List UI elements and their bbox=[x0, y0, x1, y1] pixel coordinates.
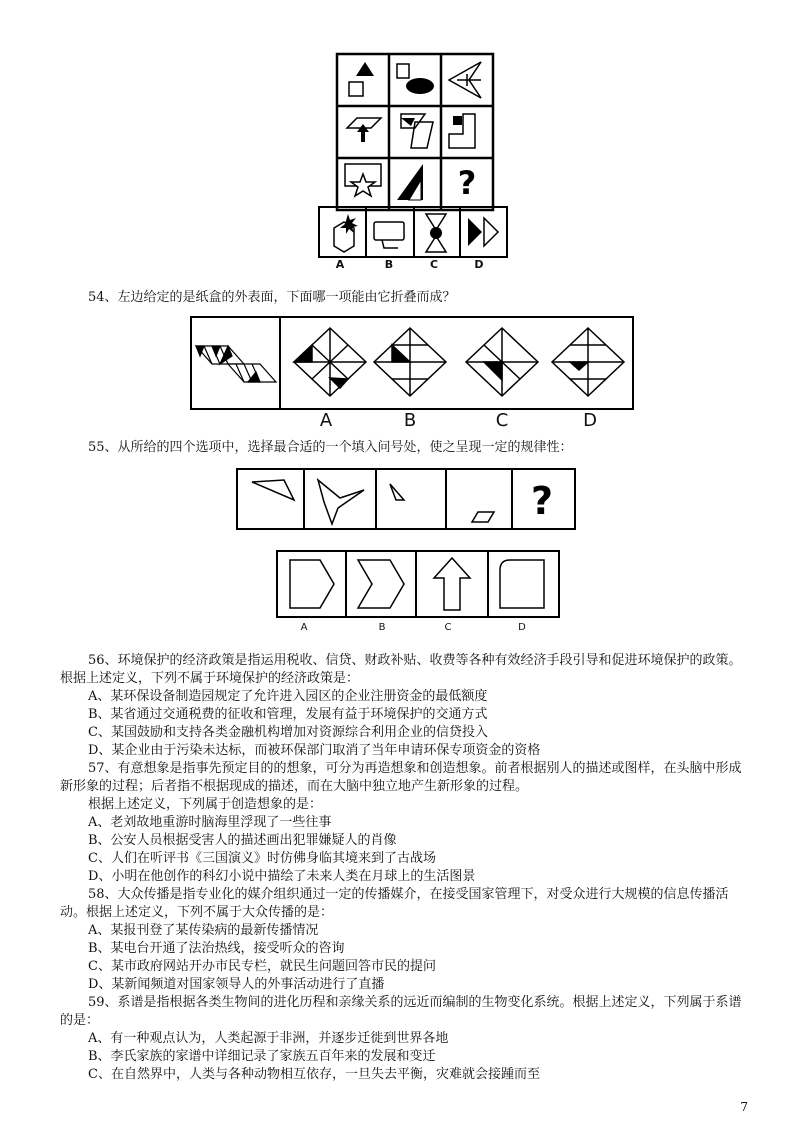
question-59-stem: 59、系谱是指根据各类生物间的进化历程和亲缘关系的远近而编制的生物变化系统。根据上述定义，下列属于系谱的是： bbox=[60, 995, 742, 1028]
option-a-pentagon bbox=[290, 560, 334, 608]
q59-option-c: C、在自然界中，人类与各种动物相互依存，一旦失去平衡，灾难就会接踵而至 bbox=[88, 1067, 540, 1082]
option-d-shape bbox=[468, 218, 498, 246]
unfolded-net bbox=[196, 346, 276, 382]
cell-rectangle-star bbox=[345, 164, 381, 196]
q58-option-a: A、某报刊登了某传染病的最新传播情况 bbox=[88, 923, 319, 938]
fig53-option-label-b: B bbox=[384, 258, 394, 271]
figure-53-options bbox=[318, 206, 508, 258]
q57-option-b: B、公安人员根据受害人的描述画出犯罪嫌疑人的肖像 bbox=[88, 833, 397, 848]
q58-option-d: D、某新闻频道对国家领导人的外事活动进行了直播 bbox=[88, 977, 385, 992]
q58-option-c: C、某市政府网站开办市民专栏，就民生问题回答市民的提问 bbox=[88, 959, 436, 974]
sequence-shape-2 bbox=[318, 480, 364, 524]
fig53-option-label-d: D bbox=[474, 258, 484, 271]
q57-option-a: A、老刘故地重游时脑海里浮现了一些往事 bbox=[88, 815, 332, 830]
option-b-chevron bbox=[358, 560, 404, 608]
cell-square-ellipse bbox=[397, 64, 434, 94]
q54-option-label-b: B bbox=[403, 410, 417, 431]
q59-option-b: B、李氏家族的家谱中详细记录了家族五百年来的发展和变迁 bbox=[88, 1049, 436, 1064]
q54-option-label-c: C bbox=[495, 410, 509, 431]
cube-option-c bbox=[466, 328, 538, 396]
question-55-text: 55、从所给的四个选项中，选择最合适的一个填入问号处，使之呈现一定的规律性： bbox=[88, 440, 573, 455]
cell-l-shape bbox=[449, 114, 475, 148]
option-a-shape bbox=[334, 214, 358, 252]
q55-option-label-c: C bbox=[444, 622, 452, 633]
cube-option-a bbox=[294, 328, 366, 396]
q57-option-c: C、人们在听评书《三国演义》时仿佛身临其境来到了古战场 bbox=[88, 851, 436, 866]
q54-option-label-a: A bbox=[319, 410, 333, 431]
cube-option-d bbox=[552, 328, 624, 396]
fig53-option-label-c: C bbox=[429, 258, 439, 271]
sequence-shape-1 bbox=[252, 480, 294, 500]
cell-arrow-shape bbox=[449, 62, 481, 98]
q56-option-b: B、某省通过交通税费的征收和管理，发展有益于环境保护的交通方式 bbox=[88, 707, 488, 722]
cell-parallelogram-arrow bbox=[347, 118, 381, 142]
cell-triangle-square bbox=[349, 62, 374, 96]
figure-53-grid bbox=[335, 52, 495, 212]
q55-option-label-b: B bbox=[378, 622, 386, 633]
cube-option-b bbox=[374, 328, 446, 396]
option-d-rounded-square bbox=[500, 560, 544, 608]
figure-55-sequence bbox=[236, 468, 576, 530]
q56-option-d: D、某企业由于污染未达标，而被环保部门取消了当年申请环保专项资金的资格 bbox=[88, 743, 541, 758]
question-58-stem: 58、大众传播是指专业化的媒介组织通过一定的传播媒介，在接受国家管理下，对受众进行大规模的信息传播活动。根据上述定义，下列不属于大众传播的是： bbox=[60, 887, 729, 920]
question-mark-55: ? bbox=[530, 479, 554, 523]
question-57-prompt: 根据上述定义，下列属于创造想象的是： bbox=[88, 797, 323, 812]
q54-option-label-d: D bbox=[583, 410, 597, 431]
sequence-shape-3 bbox=[390, 484, 404, 500]
q55-option-label-d: D bbox=[518, 622, 526, 633]
figure-55-options bbox=[276, 550, 560, 618]
sequence-shape-4 bbox=[472, 512, 494, 522]
question-57-stem: 57、有意想象是指事先预定目的的想象，可分为再造想象和创造想象。前者根据别人的描述或图样，在头脑中形成新形象的过程；后者指不根据现成的描述，而在大脑中独立地产生新形象的过程。 bbox=[60, 761, 742, 794]
q59-option-a: A、有一种观点认为，人类起源于非洲，并逐步迁徙到世界各地 bbox=[88, 1031, 449, 1046]
q56-option-a: A、某环保设备制造园规定了允许进入园区的企业注册资金的最低额度 bbox=[88, 689, 488, 704]
q56-option-c: C、某国鼓励和支持各类金融机构增加对资源综合利用企业的信贷投入 bbox=[88, 725, 488, 740]
figure-54 bbox=[190, 316, 634, 410]
q55-option-label-a: A bbox=[300, 622, 308, 633]
cell-square-triangle bbox=[401, 114, 433, 148]
question-mark: ? bbox=[457, 164, 477, 202]
question-54-text: 54、左边给定的是纸盒的外表面，下面哪一项能由它折叠而成？ bbox=[88, 290, 456, 305]
option-b-shape bbox=[374, 222, 404, 248]
fig53-option-label-a: A bbox=[335, 258, 345, 271]
cell-triangles bbox=[397, 164, 423, 200]
question-56-stem: 56、环境保护的经济政策是指运用税收、信贷、财政补贴、收费等各种有效经济手段引导和促进环境保护的政策。根据上述定义，下列不属于环境保护的经济政策是： bbox=[60, 653, 742, 686]
page-number: 7 bbox=[740, 1100, 748, 1114]
option-c-shape bbox=[426, 214, 446, 252]
q57-option-d: D、小明在他创作的科幻小说中描绘了未来人类在月球上的生活图景 bbox=[88, 869, 476, 884]
q58-option-b: B、某电台开通了法治热线，接受听众的咨询 bbox=[88, 941, 345, 956]
option-c-arrow bbox=[434, 558, 470, 610]
